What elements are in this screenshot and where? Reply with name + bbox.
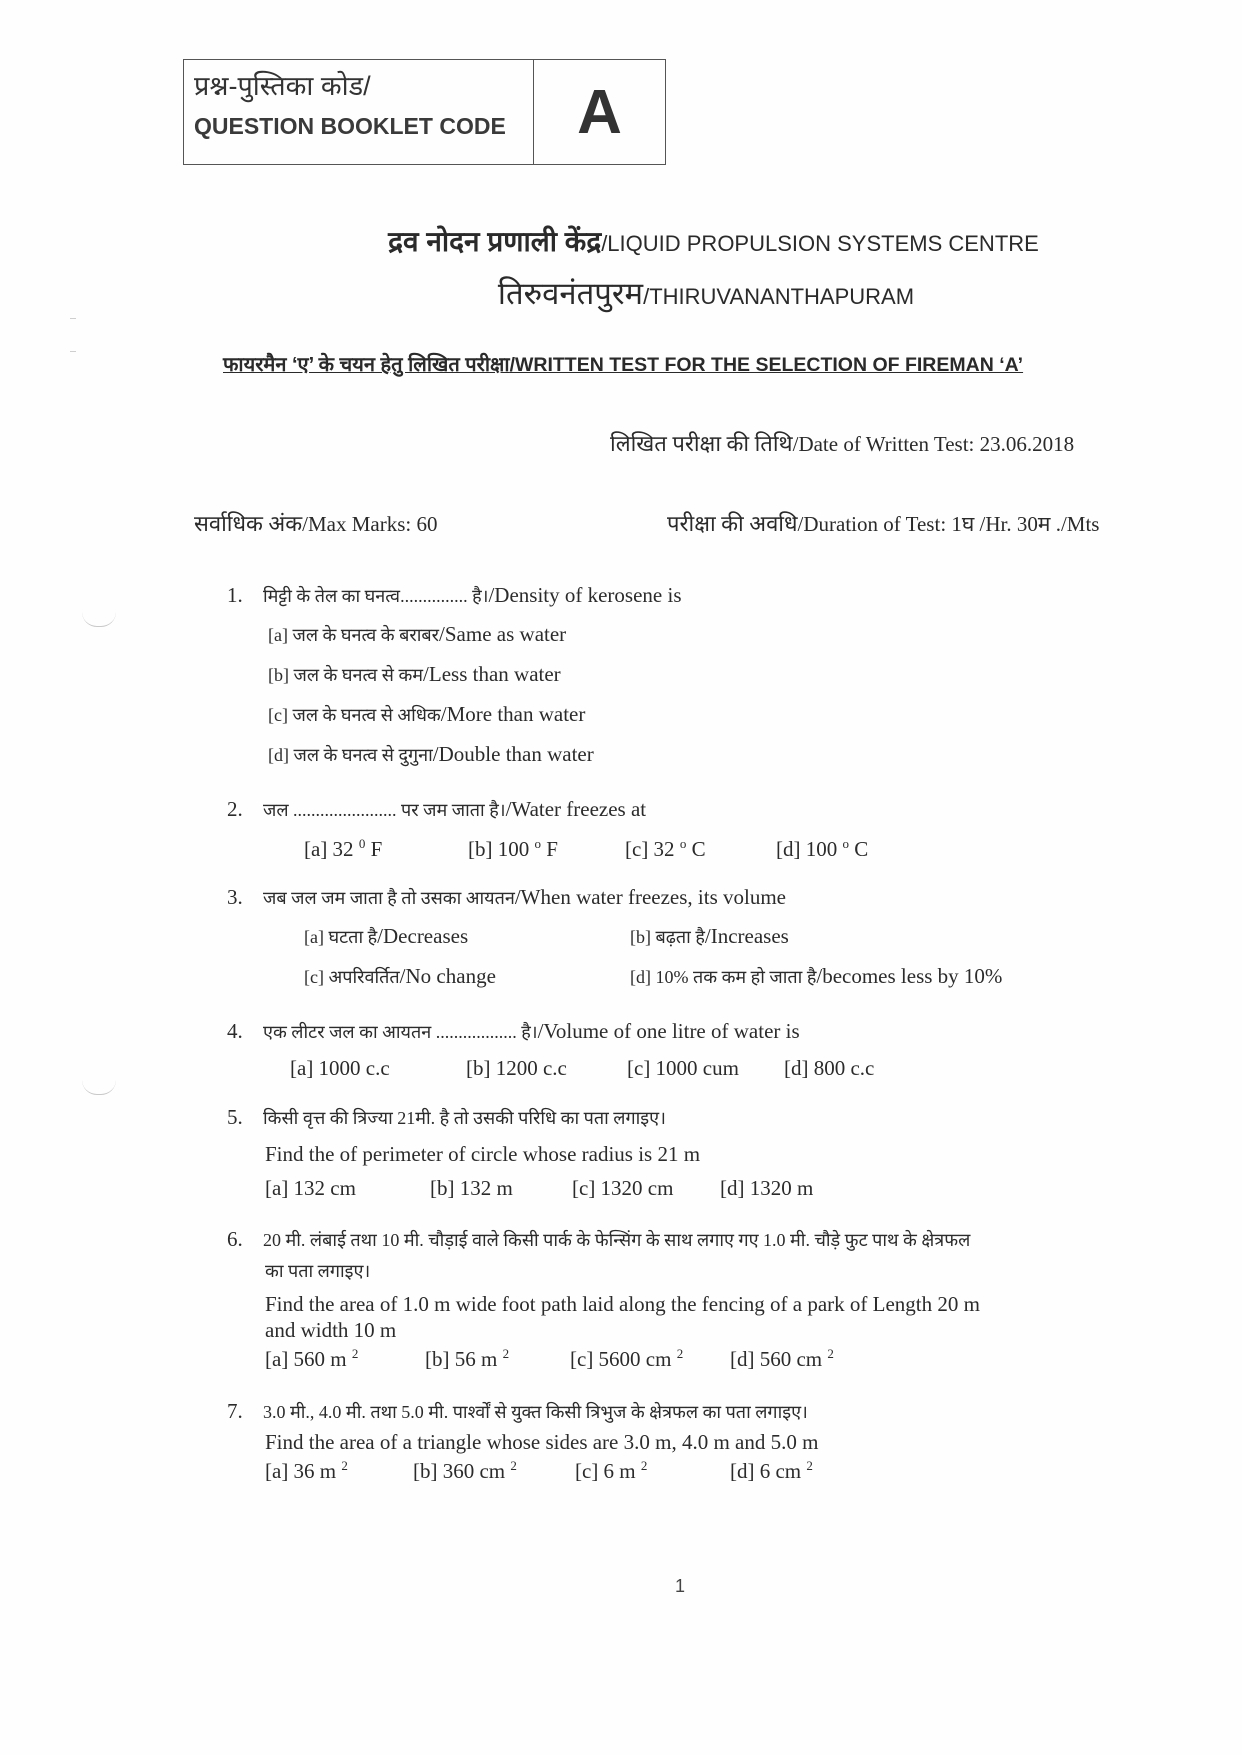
exponent: 2 [510,1458,517,1473]
question-text-english: /Density of kerosene is [488,583,682,607]
booklet-code-label-hindi: प्रश्न-पुस्तिका कोड/ [194,71,371,101]
max-marks [194,508,437,538]
option-text: [c] 5600 cm [570,1347,672,1371]
option-b[interactable] [425,1346,509,1372]
exponent: 2 [676,1346,684,1361]
question-6 [227,1226,970,1253]
option-unit: F [541,837,558,861]
option-english: /Increases [704,924,789,948]
option-text: [c] 1000 cum [627,1056,739,1080]
booklet-code-label [184,60,534,164]
question-text-hindi: 3.0 मी., 4.0 मी. तथा 5.0 मी. पार्श्वों से युक्त किसी त्रिभुज के क्षेत्रफल का पता लगाइए। [263,1402,808,1422]
option-value: [c] 32 [625,837,675,861]
margin-mark [70,351,76,352]
test-date [610,428,1074,458]
punch-hole-mark [82,1080,116,1095]
option-hindi: [c] जल के घनत्व से अधिक [268,705,441,725]
option-english: /becomes less by 10% [816,964,1003,988]
option-hindi: [b] जल के घनत्व से कम [268,665,424,685]
option-c[interactable] [570,1346,683,1372]
option-text: [b] 1200 c.c [466,1056,567,1080]
option-c[interactable] [268,702,585,727]
question-7-english: Find the area of a triangle whose sides are 3.0 m, 4.0 m and 5.0 m [265,1430,819,1454]
option-b[interactable] [413,1458,517,1484]
option-english: /Double than water [432,742,594,766]
booklet-code-value: A [577,77,622,147]
test-duration-english: /Duration of Test: 1घ /Hr. 30म ./Mts [797,512,1100,536]
option-text: [d] 800 c.c [784,1056,875,1080]
org-heading-hindi: द्रव नोदन प्रणाली केंद्र [388,226,602,257]
question-5-english: Find the of perimeter of circle whose radius is 21 m [265,1142,701,1166]
question-number: 7. [227,1399,243,1423]
page-number: 1 [675,1576,686,1596]
option-unit: C [849,837,869,861]
option-text: [b] 56 m [425,1347,498,1371]
question-6-english: Find the area of 1.0 m wide foot path laid along the fencing of a park of Length 20 m [265,1292,980,1316]
question-4 [227,1018,800,1045]
degree-symbol: 0 [358,836,366,851]
exponent: 2 [806,1458,813,1473]
city-heading-hindi: तिरुवनंतपुरम [497,276,644,311]
question-text-english: /Volume of one litre of water is [537,1019,800,1043]
option-b[interactable] [468,836,558,862]
option-text: [d] 1320 m [720,1176,814,1200]
option-a[interactable] [304,924,468,949]
option-value: [d] 100 [776,837,838,861]
question-number: 2. [227,797,243,821]
option-a[interactable] [290,1056,390,1081]
option-a[interactable] [265,1176,356,1201]
option-english: /Decreases [377,924,469,948]
question-3 [227,884,786,911]
option-c[interactable] [625,836,706,862]
question-6-hindi-line2 [265,1258,370,1283]
test-duration [667,508,1099,538]
exponent: 2 [351,1346,359,1361]
option-value: [b] 100 [468,837,530,861]
exponent: 2 [341,1458,348,1473]
option-d[interactable] [268,742,594,767]
option-text: [b] 360 cm [413,1459,506,1483]
exponent: 2 [640,1458,648,1473]
option-a[interactable] [304,836,382,862]
option-hindi: [d] 10% तक कम हो जाता है [630,967,817,987]
city-heading-english: /THIRUVANANTHAPURAM [643,284,915,309]
degree-symbol: o [842,836,849,851]
option-english: /Same as water [439,622,567,646]
test-title-hindi: फायरमैन ‘ए’ के चयन हेतु लिखित परीक्षा [223,354,510,376]
option-text: [c] 6 m [575,1459,636,1483]
option-hindi: [b] बढ़ता है [630,927,705,947]
question-text-english: /Water freezes at [505,797,647,821]
option-c[interactable] [572,1176,673,1201]
booklet-code-box [183,59,666,165]
question-text-hindi: किसी वृत्त की त्रिज्या 21मी. है तो उसकी परिधि का पता लगाइए। [263,1108,666,1128]
option-c[interactable] [575,1458,647,1484]
test-date-hindi: लिखित परीक्षा की तिथि [610,431,793,456]
question-text-english: /When water freezes, its volume [514,885,786,909]
question-text-hindi: का पता लगाइए। [265,1261,371,1281]
question-text-hindi: 20 मी. लंबाई तथा 10 मी. चौड़ाई वाले किसी पार्क के फेन्सिंग के साथ लगाए गए 1.0 मी. चौड़े फुट पाथ के क्षेत्रफल [263,1230,971,1250]
org-heading [0,222,1242,260]
option-english: /Less than water [423,662,561,686]
test-title [223,350,1023,377]
option-hindi: [a] जल के घनत्व के बराबर [268,625,440,645]
city-heading [0,272,1242,314]
option-text: [a] 560 m [265,1347,347,1371]
question-text-hindi: जल ....................... पर जम जाता है। [263,800,506,820]
option-a[interactable] [268,622,566,647]
margin-mark [70,318,76,319]
option-text: [c] 1320 cm [572,1176,674,1200]
option-c[interactable] [304,964,496,989]
option-d[interactable] [730,1458,813,1484]
option-a[interactable] [265,1458,348,1484]
max-marks-english: /Max Marks: 60 [302,512,438,536]
option-value: [a] 32 [304,837,354,861]
booklet-code-label-english: QUESTION BOOKLET CODE [194,113,506,139]
option-text: [d] 560 cm [730,1347,823,1371]
question-number: 1. [227,583,243,607]
exponent: 2 [502,1346,510,1361]
option-d[interactable] [630,964,1002,989]
question-7 [227,1398,808,1425]
question-6-english-line2: and width 10 m [265,1318,397,1342]
option-a[interactable] [265,1346,358,1372]
question-text-hindi: मिट्टी के तेल का घनत्व............... है। [263,586,489,606]
option-english: /No change [399,964,496,988]
option-text: [a] 36 m [265,1459,337,1483]
question-5 [227,1104,666,1131]
option-text: [a] 1000 c.c [290,1056,390,1080]
punch-hole-mark [82,612,116,627]
org-heading-english: /LIQUID PROPULSION SYSTEMS CENTRE [601,231,1039,256]
option-text: [a] 132 cm [265,1176,356,1200]
option-b[interactable] [630,924,789,949]
exponent: 2 [827,1346,834,1361]
option-c[interactable] [627,1056,739,1081]
degree-symbol: o [679,836,687,851]
option-d[interactable] [776,836,868,862]
max-marks-hindi: सर्वाधिक अंक [194,511,303,536]
test-date-english: /Date of Written Test: 23.06.2018 [792,432,1075,456]
option-unit: C [686,837,706,861]
question-number: 4. [227,1019,243,1043]
option-d[interactable] [730,1346,834,1372]
option-d[interactable] [784,1056,874,1081]
option-text: [b] 132 m [430,1176,513,1200]
option-hindi: [d] जल के घनत्व से दुगुना [268,745,433,765]
question-number: 5. [227,1105,243,1129]
question-2 [227,796,646,823]
option-b[interactable] [430,1176,513,1201]
test-duration-hindi: परीक्षा की अवधि [667,511,798,536]
option-english: /More than water [440,702,586,726]
question-text-hindi: एक लीटर जल का आयतन .................. है। [263,1022,538,1042]
test-title-english: /WRITTEN TEST FOR THE SELECTION OF FIREMAN ‘A’ [509,354,1024,376]
option-text: [d] 6 cm [730,1459,802,1483]
option-unit: F [365,837,383,861]
option-hindi: [a] घटता है [304,927,378,947]
option-d[interactable] [720,1176,813,1201]
option-b[interactable] [268,662,561,687]
degree-symbol: o [534,836,541,851]
question-1 [227,582,682,609]
question-number: 3. [227,885,243,909]
question-number: 6. [227,1227,243,1251]
option-hindi: [c] अपरिवर्तित [304,967,400,987]
question-text-hindi: जब जल जम जाता है तो उसका आयतन [263,888,515,908]
option-b[interactable] [466,1056,567,1081]
